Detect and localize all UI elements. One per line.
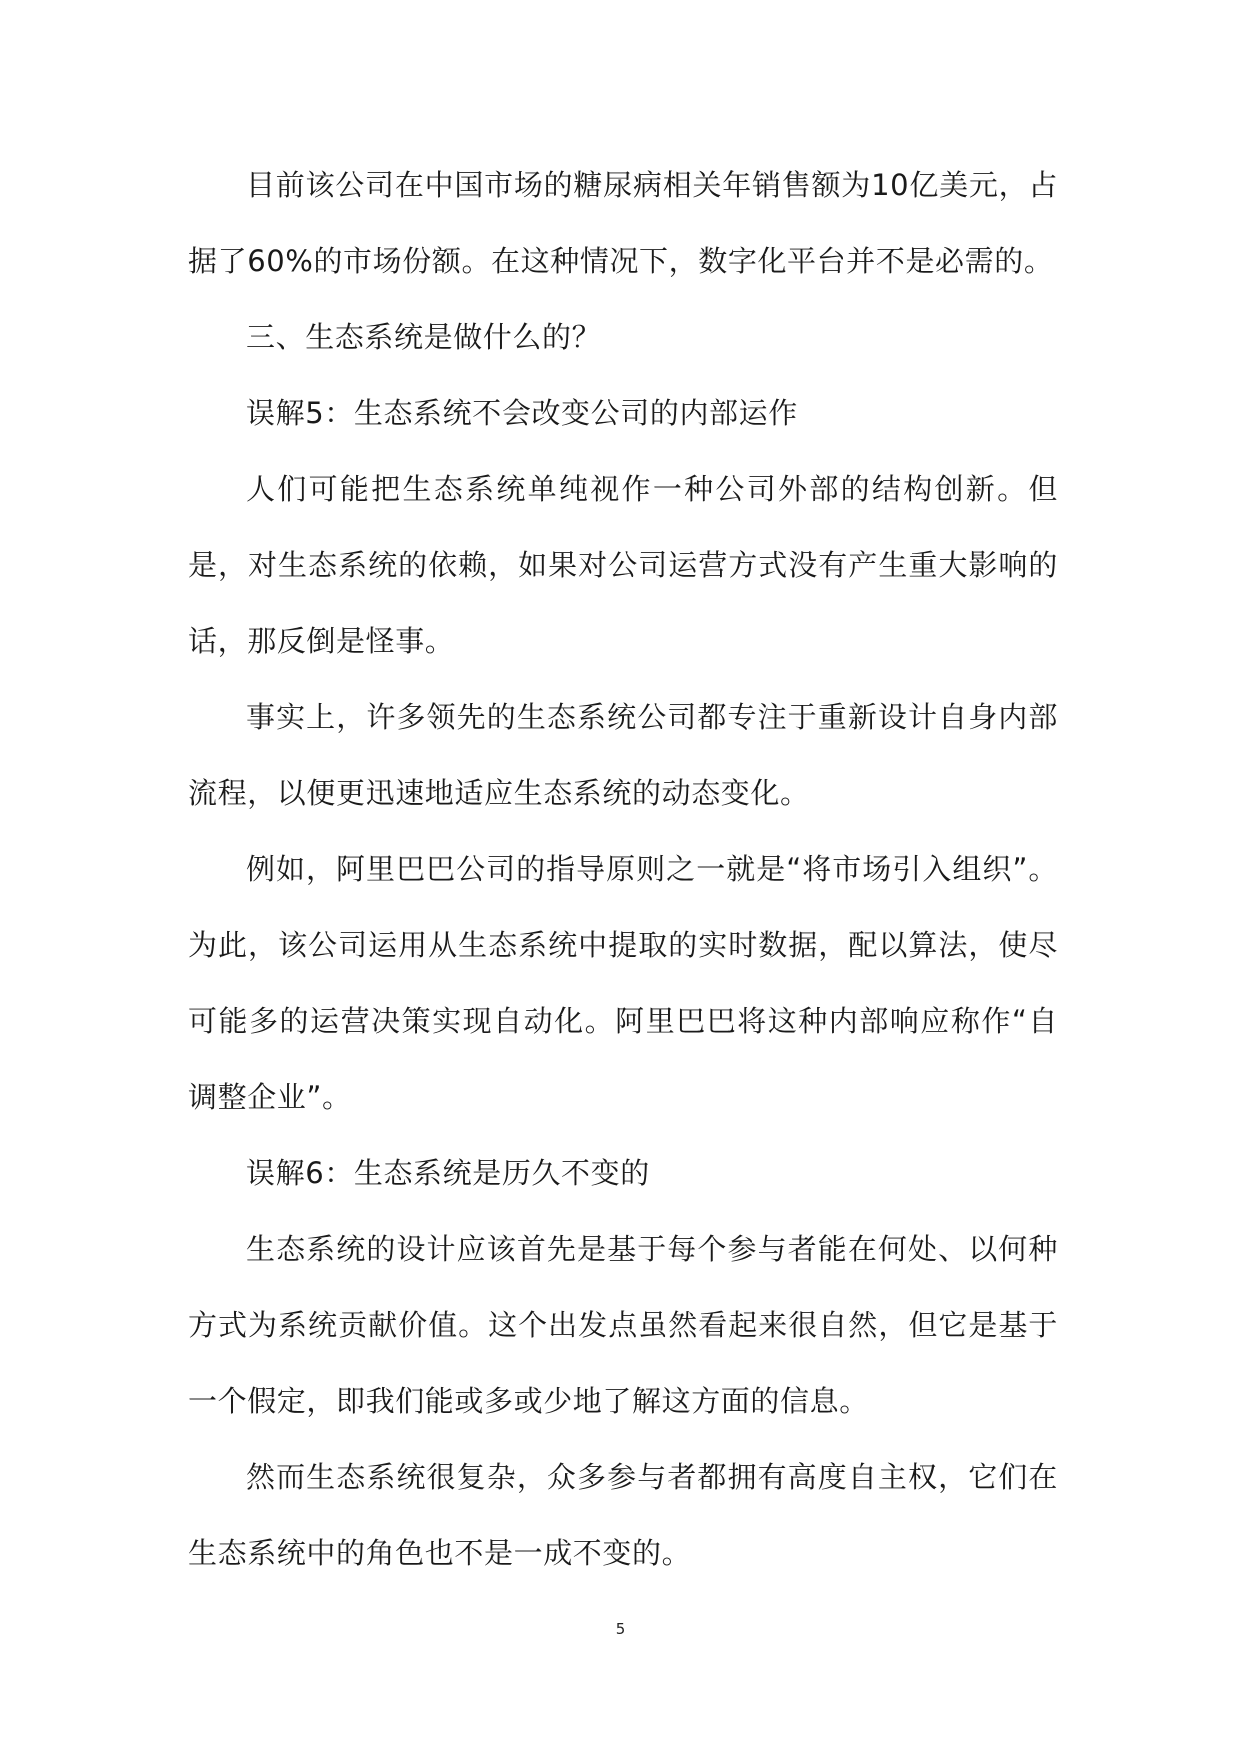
paragraph-alibaba-example: 例如，阿里巴巴公司的指导原则之一就是“将市场引入组织”。为此，该公司运用从生态系统中提取的实时数据，配以算法，使尽可能多的运营决策实现自动化。阿里巴巴将这种内部响应称作“自调整企业”。 <box>188 852 1058 1114</box>
paragraph-internal-processes: 事实上，许多领先的生态系统公司都专注于重新设计自身内部流程，以便更迅速地适应生态系统的动态变化。 <box>188 700 1058 810</box>
misconception-6-heading: 误解6：生态系统是历久不变的 <box>246 1156 650 1190</box>
section-heading-3: 三、生态系统是做什么的？ <box>246 320 602 354</box>
page-number: 5 <box>615 1620 626 1638</box>
paragraph-market-share: 目前该公司在中国市场的糖尿病相关年销售额为10亿美元，占据了60%的市场份额。在这种情况下，数字化平台并不是必需的。 <box>188 168 1058 278</box>
body-text <box>188 147 1058 1591</box>
paragraph-ecosystem-complexity: 然而生态系统很复杂，众多参与者都拥有高度自主权，它们在生态系统中的角色也不是一成不变的。 <box>188 1460 1058 1570</box>
paragraph-external-innovation: 人们可能把生态系统单纯视作一种公司外部的结构创新。但是，对生态系统的依赖，如果对公司运营方式没有产生重大影响的话，那反倒是怪事。 <box>188 472 1058 658</box>
misconception-5-heading: 误解5：生态系统不会改变公司的内部运作 <box>246 396 798 430</box>
paragraph-ecosystem-design: 生态系统的设计应该首先是基于每个参与者能在何处、以何种方式为系统贡献价值。这个出发点虽然看起来很自然，但它是基于一个假定，即我们能或多或少地了解这方面的信息。 <box>188 1232 1058 1418</box>
